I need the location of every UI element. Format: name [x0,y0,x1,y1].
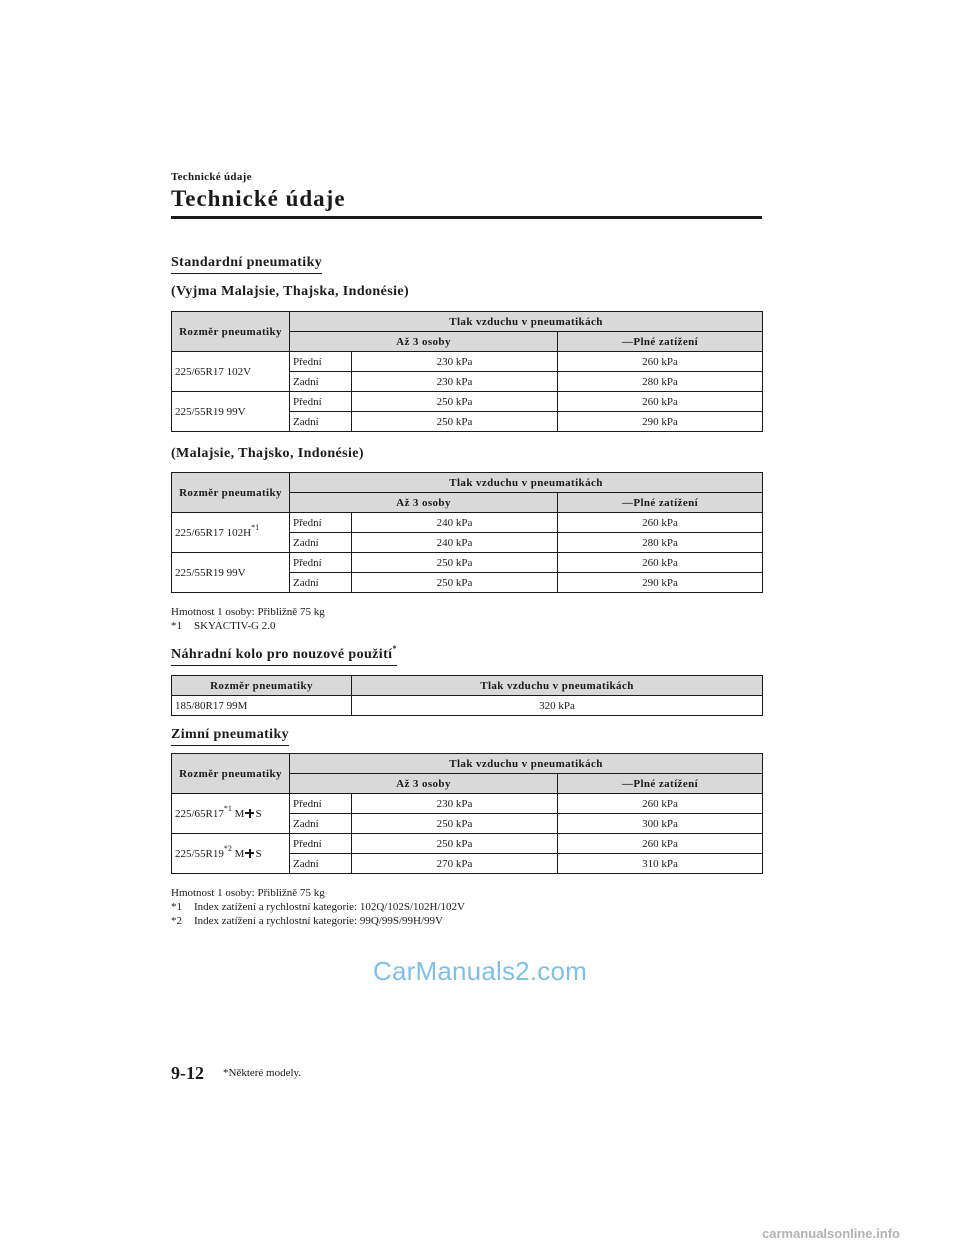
axle-front: Přední [290,794,352,814]
tyre-size [172,834,290,874]
title-divider [171,216,762,219]
header-pressure: Tlak vzduchu v pneumatikách [352,676,763,696]
note-text: SKYACTIV-G 2.0 [194,620,276,632]
pressure-value: 260 kPa [558,392,763,412]
pressure-value: 250 kPa [352,814,558,834]
header-up-to-3: Až 3 osoby [290,332,558,352]
axle-rear: Zadní [290,814,352,834]
table-header-row [172,676,763,696]
section-title-winter: Zimní pneumatiky [171,727,289,746]
axle-rear: Zadní [290,533,352,553]
mud-snow-plus-icon [245,849,254,858]
pressure-value: 260 kPa [558,834,763,854]
pressure-value: 250 kPa [352,412,558,432]
note-text: Index zatížení a rychlostní kategorie: 102Q/102S/102H/102V [194,901,465,913]
pressure-value: 250 kPa [352,834,558,854]
note-1 [171,900,465,914]
models-footnote: *Některé modely. [223,1067,302,1079]
site-credit: carmanualsonline.info [762,1226,900,1241]
table-row [172,834,763,854]
note-weight: Hmotnost 1 osoby: Přibližně 75 kg [171,887,325,899]
header-pressure: Tlak vzduchu v pneumatikách [290,473,763,493]
pressure-value: 310 kPa [558,854,763,874]
tyre-size: 185/80R17 99M [172,696,352,716]
watermark: CarManuals2.com [373,956,587,986]
tyre-size: 225/55R19 99V [172,553,290,593]
notes-asia [171,605,325,633]
tyre-pressure-table-excl-asia [171,311,763,432]
table-row [172,794,763,814]
section-title-spare-text: Náhradní kolo pro nouzové použití [171,647,393,662]
mud-snow-plus-icon [245,809,254,818]
pressure-value: 250 kPa [352,553,558,573]
section-title-standard: Standardní pneumatiky [171,255,322,274]
tyre-size [172,794,290,834]
axle-rear: Zadní [290,854,352,874]
ms-right: S [255,807,262,820]
header-pressure: Tlak vzduchu v pneumatikách [290,312,763,332]
subsection-title-asia: (Malajsie, Thajsko, Indonésie) [171,446,364,461]
note-marker: *2 [171,915,182,927]
axle-front: Přední [290,392,352,412]
axle-rear: Zadní [290,573,352,593]
axle-front: Přední [290,553,352,573]
footnote-marker: *2 [223,843,232,853]
tyre-pressure-table-asia [171,472,763,593]
pressure-value: 230 kPa [352,372,558,392]
header-size: Rozměr pneumatiky [172,754,290,794]
pressure-value: 260 kPa [558,513,763,533]
table-row [172,553,763,573]
axle-rear: Zadní [290,412,352,432]
table-header-row [172,473,763,493]
table-row [172,696,763,716]
note-marker: *1 [171,620,182,632]
tyre-pressure-table-spare [171,675,763,716]
pressure-value: 260 kPa [558,553,763,573]
pressure-value: 230 kPa [352,352,558,372]
table-row [172,352,763,372]
footnote-marker: *1 [223,803,232,813]
pressure-value: 270 kPa [352,854,558,874]
breadcrumb: Technické údaje [171,171,252,183]
axle-front: Přední [290,513,352,533]
table-row [172,513,763,533]
subsection-title-excl-asia: (Vyjma Malajsie, Thajska, Indonésie) [171,284,410,299]
header-size: Rozměr pneumatiky [172,676,352,696]
notes-winter [171,886,465,928]
pressure-value: 240 kPa [352,513,558,533]
table-header-row [172,312,763,332]
footnote-marker: * [392,644,397,654]
pressure-value: 290 kPa [558,573,763,593]
note-marker: *1 [171,901,182,913]
header-full-load: —Plné zatížení [558,332,763,352]
pressure-value: 260 kPa [558,352,763,372]
pressure-value: 260 kPa [558,794,763,814]
tyre-size: 225/65R17 102V [172,352,290,392]
tyre-size-text: 225/55R19 [175,847,224,860]
pressure-value: 320 kPa [352,696,763,716]
axle-front: Přední [290,352,352,372]
header-full-load: —Plné zatížení [558,493,763,513]
header-up-to-3: Až 3 osoby [290,493,558,513]
section-title-spare [171,644,397,666]
ms-right: S [255,847,262,860]
tyre-pressure-table-winter [171,753,763,874]
axle-rear: Zadní [290,372,352,392]
page-title: Technické údaje [171,186,346,211]
header-size: Rozměr pneumatiky [172,312,290,352]
pressure-value: 290 kPa [558,412,763,432]
note-weight: Hmotnost 1 osoby: Přibližně 75 kg [171,606,325,618]
note-2 [171,914,465,928]
table-row [172,392,763,412]
footnote-marker: *1 [251,522,260,532]
pressure-value: 280 kPa [558,372,763,392]
pressure-value: 230 kPa [352,794,558,814]
tyre-size-text: 225/65R17 [175,807,224,820]
tyre-size [172,513,290,553]
axle-front: Přední [290,834,352,854]
table-header-row [172,754,763,774]
header-size: Rozměr pneumatiky [172,473,290,513]
note-text: Index zatížení a rychlostní kategorie: 99Q/99S/99H/99V [194,915,443,927]
header-pressure: Tlak vzduchu v pneumatikách [290,754,763,774]
header-up-to-3: Až 3 osoby [290,774,558,794]
pressure-value: 250 kPa [352,573,558,593]
page-number: 9-12 [171,1063,204,1083]
tyre-size-text: 225/65R17 102H [175,526,252,539]
note-1 [171,619,325,633]
header-full-load: —Plné zatížení [558,774,763,794]
pressure-value: 240 kPa [352,533,558,553]
pressure-value: 250 kPa [352,392,558,412]
pressure-value: 300 kPa [558,814,763,834]
pressure-value: 280 kPa [558,533,763,553]
ms-left: M [234,807,245,820]
ms-left: M [234,847,245,860]
tyre-size: 225/55R19 99V [172,392,290,432]
